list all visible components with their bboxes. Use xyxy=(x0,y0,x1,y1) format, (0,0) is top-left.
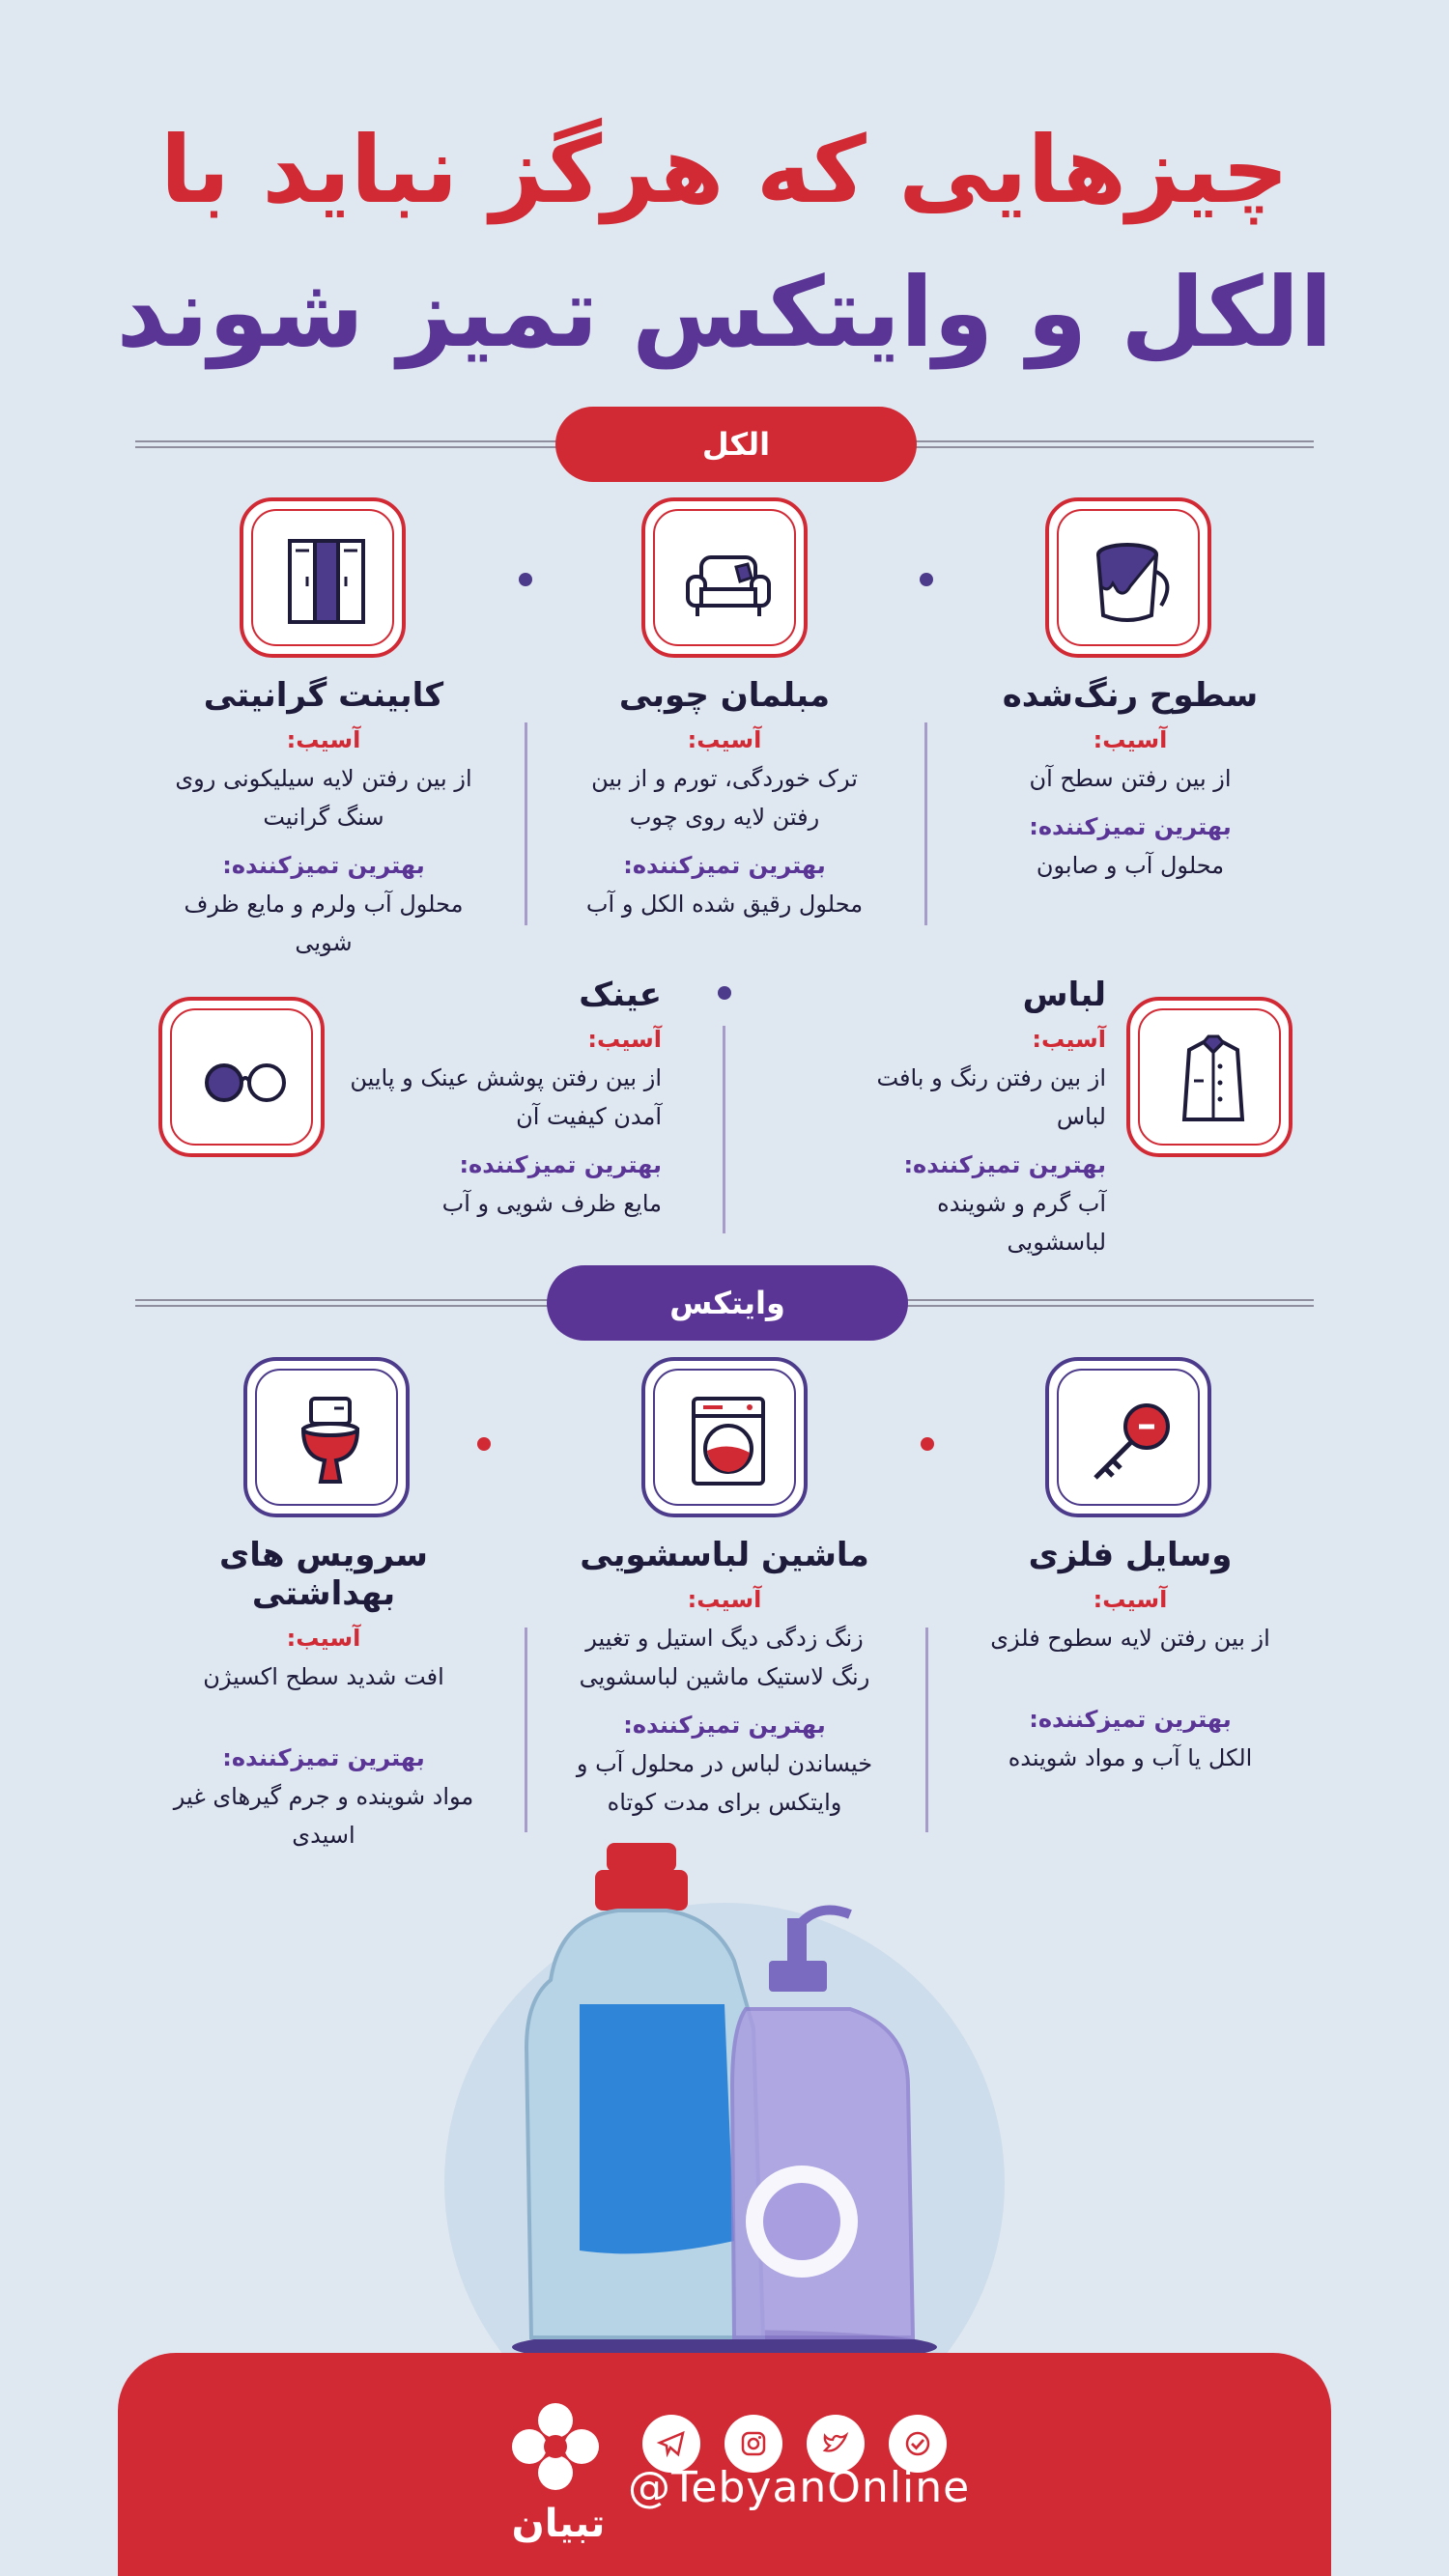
cleaner-label: بهترین تمیزکننده: xyxy=(222,852,425,879)
damage-text: از بین رفتن پوشش عینک و پایین آمدن کیفیت آن xyxy=(350,1064,662,1130)
cleaner-label: بهترین تمیزکننده: xyxy=(623,1712,826,1739)
cleaner-label: بهترین تمیزکننده: xyxy=(222,1744,425,1771)
damage-label: آسیب: xyxy=(1093,1586,1168,1613)
card-title: لباس xyxy=(1022,976,1106,1014)
damage-text: از بین رفتن لایه سیلیکونی روی سنگ گرانیت xyxy=(175,765,472,831)
cleaner-text: مواد شوینده و جرم گیرهای غیر اسیدی xyxy=(173,1783,474,1849)
damage-label: آسیب: xyxy=(687,1586,762,1613)
card-glasses xyxy=(333,976,662,1223)
column-divider xyxy=(723,1026,725,1233)
shirt-icon-box xyxy=(1126,997,1293,1157)
damage-text: افت شدید سطح اکسیژن xyxy=(203,1663,444,1690)
separator-dot xyxy=(921,1437,934,1451)
tebyan-logo-icon xyxy=(502,2393,609,2500)
damage-text: از بین رفتن لایه سطوح فلزی xyxy=(990,1625,1270,1652)
separator-dot xyxy=(519,573,532,586)
column-divider xyxy=(924,722,927,925)
damage-text: از بین رفتن سطح آن xyxy=(1029,765,1232,792)
toilet-icon xyxy=(282,1393,379,1489)
title-line-1: چیزهایی که هرگز نباید با xyxy=(159,116,1290,224)
damage-text: ترک خوردگی، تورم و از بین رفتن لایه روی چوب xyxy=(591,765,858,831)
cleaner-text: آب گرم و شوینده لباسشویی xyxy=(937,1190,1106,1256)
damage-label: آسیب: xyxy=(1093,726,1168,753)
column-divider xyxy=(525,722,527,925)
damage-label: آسیب: xyxy=(286,726,361,753)
cleaner-text: خیساندن لباس در محلول آب و وایتکس برای مدت کوتاه xyxy=(576,1750,873,1816)
cleaner-label: بهترین تمیزکننده: xyxy=(459,1151,662,1178)
cleaner-text: الکل یا آب و مواد شوینده xyxy=(1008,1744,1253,1771)
social-handle[interactable]: @TebyanOnline xyxy=(628,2463,971,2512)
card-title: سرویس های بهداشتی xyxy=(219,1536,428,1613)
card-painted-surfaces xyxy=(952,676,1309,885)
separator-dot xyxy=(718,986,731,1000)
card-title: مبلمان چوبی xyxy=(618,676,831,715)
damage-label: آسیب: xyxy=(687,726,762,753)
sofa-icon-box xyxy=(641,497,808,658)
title-line-2: الکل و وایتکس تمیز شوند xyxy=(116,256,1333,369)
cleaner-text: محلول رقیق شده الکل و آب xyxy=(585,891,864,918)
section-alcohol-pill: الکل xyxy=(555,407,917,482)
key-icon xyxy=(1084,1393,1180,1489)
cleaner-label: بهترین تمیزکننده: xyxy=(1029,1706,1232,1733)
column-divider xyxy=(525,1628,527,1832)
card-clothes xyxy=(836,976,1106,1261)
card-metal-items xyxy=(966,1536,1294,1777)
glasses-icon-box xyxy=(158,997,325,1157)
separator-dot xyxy=(477,1437,491,1451)
section-bleach-pill: وایتکس xyxy=(547,1265,908,1341)
sofa-icon xyxy=(680,533,777,630)
brand-name: تبیان xyxy=(511,2502,606,2546)
washing-machine-icon xyxy=(680,1393,777,1489)
damage-text: زنگ زدگی دیگ استیل و تغییر رنگ لاستیک ماشین لباسشویی xyxy=(579,1625,870,1690)
card-wooden-furniture xyxy=(565,676,884,923)
glasses-icon xyxy=(197,1033,294,1129)
card-title: ماشین لباسشویی xyxy=(580,1536,869,1574)
cleaner-text: محلول آب و صابون xyxy=(1036,852,1225,879)
separator-dot xyxy=(920,573,933,586)
card-washing-machine xyxy=(565,1536,884,1822)
key-icon-box xyxy=(1045,1357,1211,1517)
damage-text: از بین رفتن رنگ و بافت لباس xyxy=(876,1064,1106,1130)
damage-label: آسیب: xyxy=(587,1026,662,1053)
card-title: وسایل فلزی xyxy=(1028,1536,1233,1574)
cabinet-icon xyxy=(278,533,375,630)
paint-bucket-icon xyxy=(1084,533,1180,630)
column-divider xyxy=(925,1628,928,1832)
paint-bucket-icon-box xyxy=(1045,497,1211,658)
cleaner-label: بهترین تمیزکننده: xyxy=(623,852,826,879)
card-granite-cabinet xyxy=(159,676,488,962)
cleaner-text: مایع ظرف شویی و آب xyxy=(441,1190,662,1217)
shirt-icon xyxy=(1165,1033,1262,1129)
card-sanitary xyxy=(155,1536,493,1854)
damage-label: آسیب: xyxy=(1032,1026,1106,1053)
card-title: سطوح رنگ‌شده xyxy=(1002,676,1259,715)
cleaner-text: محلول آب ولرم و مایع ظرف شویی xyxy=(184,891,464,956)
card-title: عینک xyxy=(579,976,662,1014)
damage-label: آسیب: xyxy=(286,1625,361,1652)
card-title: کابینت گرانیتی xyxy=(203,676,444,715)
cleaner-label: بهترین تمیزکننده: xyxy=(1029,813,1232,840)
cleaner-label: بهترین تمیزکننده: xyxy=(903,1151,1106,1178)
washing-machine-icon-box xyxy=(641,1357,808,1517)
bottles-illustration xyxy=(386,1835,1063,2376)
cabinet-icon-box xyxy=(240,497,406,658)
toilet-icon-box xyxy=(243,1357,410,1517)
